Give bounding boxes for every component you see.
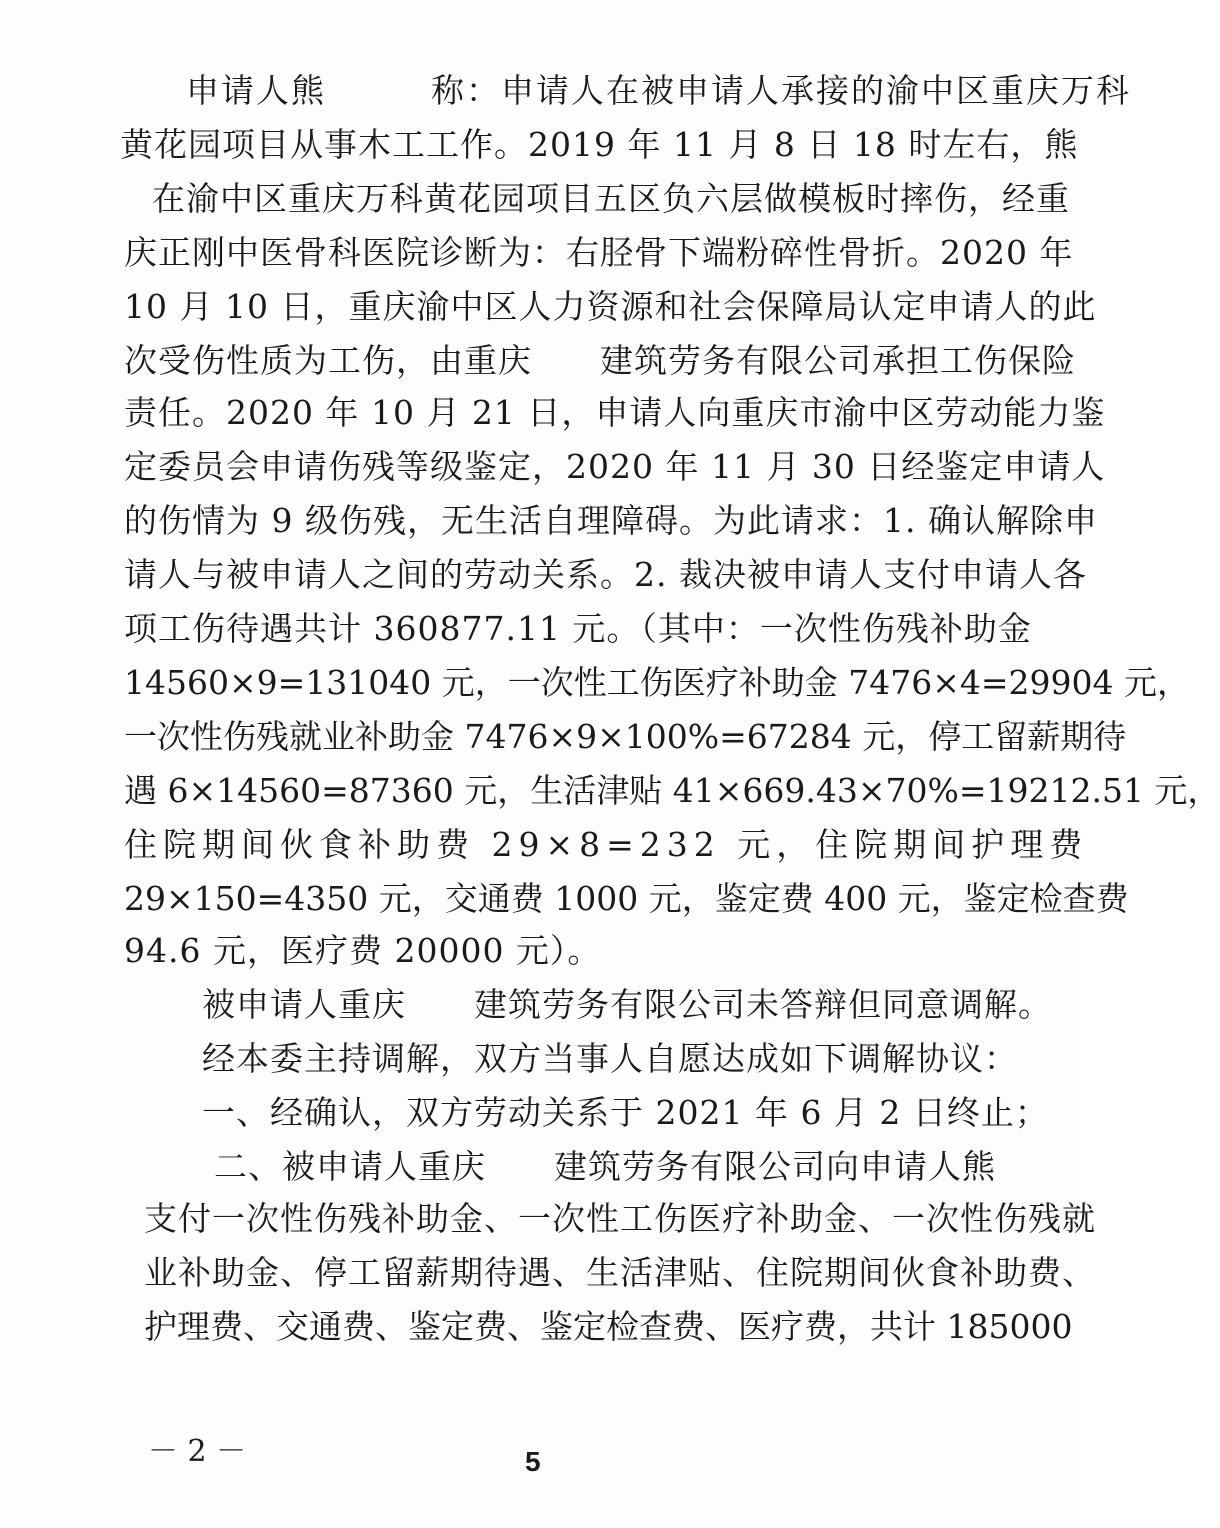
text-line-15: 住院期间伙食补助费 29×8=232 元，住院期间护理费: [124, 825, 1089, 864]
text-line-2: 黄花园项目从事木工工作。2019 年 11 月 8 日 18 时左右，熊: [120, 125, 1079, 164]
page-number: － 2 －: [148, 1434, 247, 1469]
text-line-4: 庆正刚中医骨科医院诊断为：右胫骨下端粉碎性骨折。2020 年: [124, 233, 1074, 272]
text-line-11: 项工伤待遇共计 360877.11 元。（其中：一次性伤残补助金: [124, 609, 1032, 648]
text-line-1: 申请人熊 称：申请人在被申请人承接的渝中区重庆万科: [186, 71, 1131, 110]
text-line-6: 次受伤性质为工伤，由重庆 建筑劳务有限公司承担工伤保险: [124, 341, 1076, 380]
text-line-13: 一次性伤残就业补助金 7476×9×100%=67284 元，停工留薪期待: [124, 717, 1127, 756]
text-line-5: 10 月 10 日，重庆渝中区人力资源和社会保障局认定申请人的此: [124, 287, 1097, 326]
text-line-16: 29×150=4350 元，交通费 1000 元，鉴定费 400 元，鉴定检查费: [124, 879, 1129, 918]
text-line-22: 支付一次性伤残补助金、一次性工伤医疗补助金、一次性伤残就: [144, 1199, 1096, 1238]
text-line-24: 护理费、交通费、鉴定费、鉴定检查费、医疗费，共计 185000: [144, 1307, 1073, 1346]
text-line-19: 经本委主持调解，双方当事人自愿达成如下调解协议：: [202, 1039, 1018, 1078]
stamp-number: 5: [525, 1446, 541, 1477]
text-line-3: 在渝中区重庆万科黄花园项目五区负六层做模板时摔伤，经重: [152, 179, 1070, 218]
text-line-8: 定委员会申请伤残等级鉴定，2020 年 11 月 30 日经鉴定申请人: [124, 447, 1106, 486]
text-line-17: 94.6 元，医疗费 20000 元）。: [124, 931, 602, 970]
text-line-10: 请人与被申请人之间的劳动关系。2. 裁决被申请人支付申请人各: [124, 555, 1087, 594]
text-line-21: 二、被申请人重庆 建筑劳务有限公司向申请人熊: [214, 1147, 996, 1186]
text-line-23: 业补助金、停工留薪期待遇、生活津贴、住院期间伙食补助费、: [144, 1253, 1096, 1292]
text-line-12: 14560×9=131040 元，一次性工伤医疗补助金 7476×4=29904 元，: [124, 663, 1190, 702]
text-line-18: 被申请人重庆 建筑劳务有限公司未答辩但同意调解。: [202, 985, 1052, 1024]
text-line-14: 遇 6×14560=87360 元，生活津贴 41×669.43×70%=19212.51 元，: [124, 771, 1220, 810]
text-line-20: 一、经确认，双方劳动关系于 2021 年 6 月 2 日终止；: [202, 1093, 1049, 1132]
text-line-7: 责任。2020 年 10 月 21 日，申请人向重庆市渝中区劳动能力鉴: [124, 393, 1106, 432]
text-line-9: 的伤情为 9 级伤残，无生活自理障碍。为此请求：1. 确认解除申: [124, 501, 1098, 540]
